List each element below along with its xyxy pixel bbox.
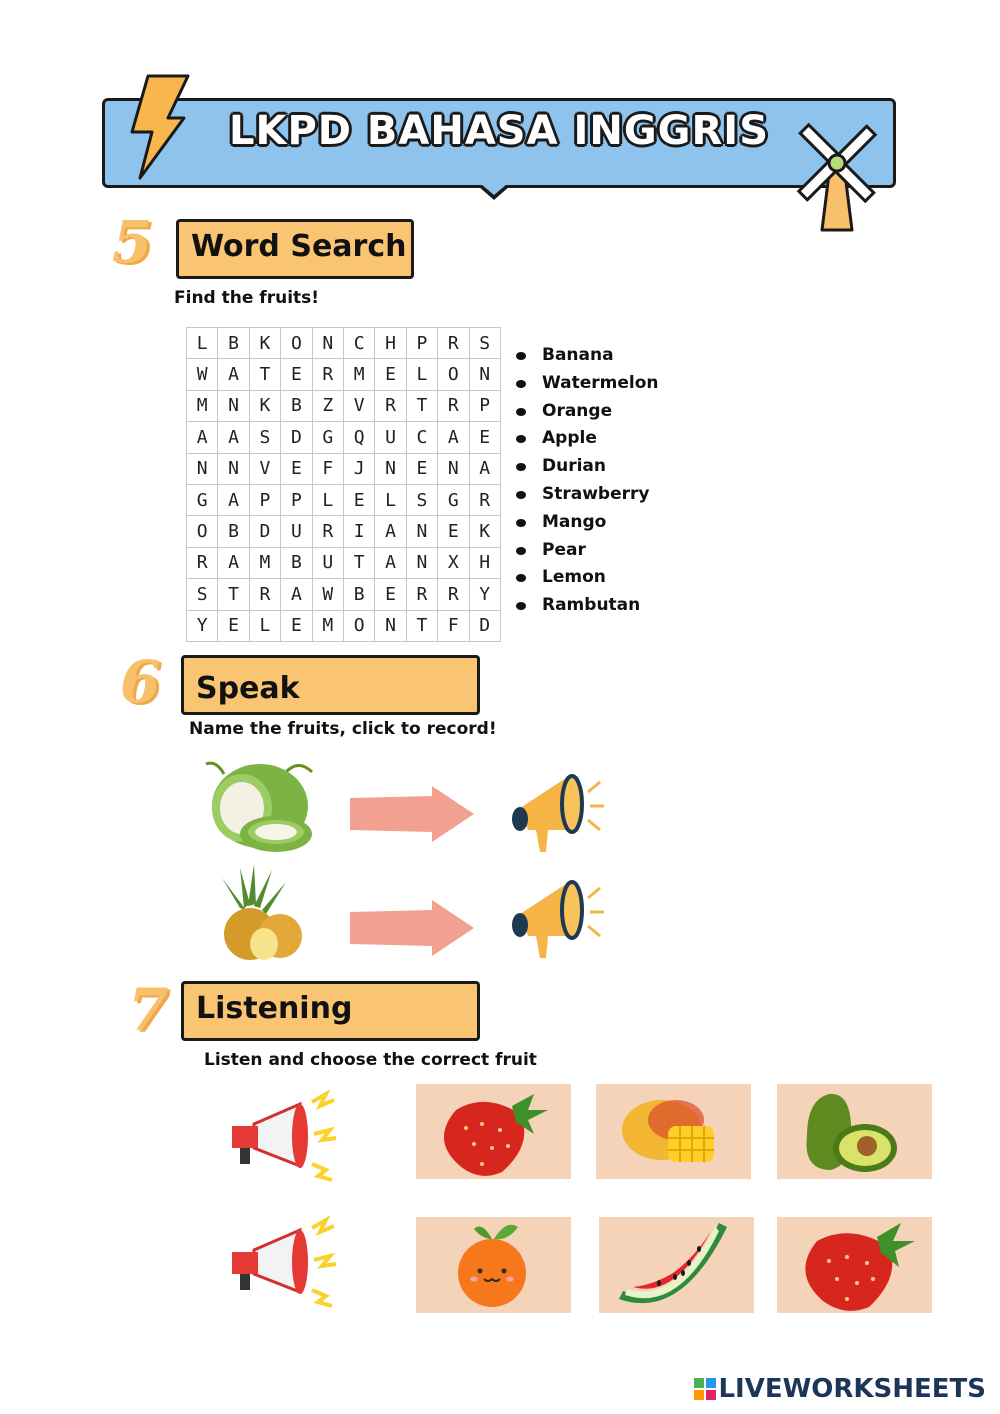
option-strawberry[interactable] <box>416 1084 571 1179</box>
megaphone-icon[interactable] <box>506 766 606 860</box>
grid-cell[interactable]: A <box>218 547 249 578</box>
grid-row <box>187 484 501 515</box>
strawberry-image <box>777 1217 932 1313</box>
grid-cell[interactable]: W <box>312 579 343 610</box>
fruit-word-item: Durian <box>516 453 659 481</box>
grid-cell[interactable]: T <box>218 579 249 610</box>
grid-cell[interactable]: D <box>281 422 312 453</box>
grid-cell[interactable]: B <box>343 579 374 610</box>
grid-cell[interactable]: N <box>187 453 218 484</box>
grid-cell[interactable]: D <box>469 610 500 641</box>
grid-cell[interactable]: R <box>312 516 343 547</box>
grid-cell[interactable]: A <box>218 359 249 390</box>
fruit-word-item: Rambutan <box>516 592 659 620</box>
grid-cell[interactable]: A <box>375 547 406 578</box>
grid-cell[interactable]: A <box>187 422 218 453</box>
grid-cell[interactable]: Y <box>187 610 218 641</box>
grid-cell[interactable]: A <box>218 422 249 453</box>
megaphone-icon[interactable] <box>226 1090 338 1182</box>
grid-row <box>187 453 501 484</box>
grid-cell[interactable]: C <box>343 328 374 359</box>
brand-name: LIVEWORKSHEETS <box>718 1374 986 1404</box>
grid-cell[interactable]: H <box>375 328 406 359</box>
grid-cell[interactable]: T <box>406 610 437 641</box>
grid-cell[interactable]: Y <box>469 579 500 610</box>
grid-cell[interactable]: L <box>375 484 406 515</box>
grid-cell[interactable]: A <box>375 516 406 547</box>
lightning-icon <box>126 74 192 180</box>
grid-row <box>187 516 501 547</box>
grid-cell[interactable]: U <box>375 422 406 453</box>
grid-row <box>187 359 501 390</box>
option-mango[interactable] <box>596 1084 751 1179</box>
watermelon-image <box>599 1217 754 1313</box>
grid-cell[interactable]: B <box>281 390 312 421</box>
option-watermelon[interactable] <box>599 1217 754 1313</box>
grid-cell[interactable]: N <box>218 390 249 421</box>
grid-cell[interactable]: R <box>438 328 469 359</box>
grid-cell[interactable]: L <box>406 359 437 390</box>
grid-cell[interactable]: Q <box>343 422 374 453</box>
section-title: Word Search <box>191 229 407 264</box>
grid-cell[interactable]: A <box>281 579 312 610</box>
fruit-word-item: Mango <box>516 509 659 537</box>
grid-cell[interactable]: P <box>406 328 437 359</box>
grid-row <box>187 328 501 359</box>
fruit-word-item: Pear <box>516 537 659 565</box>
grid-cell[interactable]: E <box>281 453 312 484</box>
grid-cell[interactable]: W <box>187 359 218 390</box>
coconut-image <box>202 752 320 856</box>
grid-cell[interactable]: R <box>469 484 500 515</box>
fruit-word-item: Apple <box>516 425 659 453</box>
orange-image <box>416 1217 571 1313</box>
grid-cell[interactable]: G <box>438 484 469 515</box>
grid-cell[interactable]: F <box>438 610 469 641</box>
grid-cell[interactable]: P <box>281 484 312 515</box>
section-number-6: 6 <box>120 648 161 716</box>
arrow-right-icon <box>346 900 478 958</box>
grid-cell[interactable]: E <box>281 359 312 390</box>
page-title: LKPD BAHASA INGGRIS <box>228 108 769 154</box>
arrow-right-icon <box>346 786 478 844</box>
banner-pointer-fill <box>481 184 507 195</box>
grid-cell[interactable]: D <box>249 516 280 547</box>
option-orange[interactable] <box>416 1217 571 1313</box>
grid-cell[interactable]: B <box>218 516 249 547</box>
grid-cell[interactable]: H <box>469 547 500 578</box>
grid-cell[interactable]: C <box>406 422 437 453</box>
grid-row <box>187 579 501 610</box>
option-avocado[interactable] <box>777 1084 932 1179</box>
grid-cell[interactable]: G <box>187 484 218 515</box>
grid-cell[interactable]: G <box>312 422 343 453</box>
grid-cell[interactable]: A <box>469 453 500 484</box>
grid-cell[interactable]: N <box>406 516 437 547</box>
grid-cell[interactable]: N <box>469 359 500 390</box>
grid-cell[interactable]: R <box>187 547 218 578</box>
grid-cell[interactable]: T <box>406 390 437 421</box>
grid-cell[interactable]: E <box>218 610 249 641</box>
grid-cell[interactable]: R <box>438 390 469 421</box>
grid-cell[interactable]: N <box>312 328 343 359</box>
section-header-speak <box>181 655 480 715</box>
grid-cell[interactable]: E <box>375 579 406 610</box>
word-search-instruction: Find the fruits! <box>174 288 320 308</box>
section-header-word-search <box>176 219 414 279</box>
grid-cell[interactable]: N <box>438 453 469 484</box>
fruit-word-item: Orange <box>516 398 659 426</box>
grid-cell[interactable]: E <box>375 359 406 390</box>
grid-cell[interactable]: A <box>218 484 249 515</box>
grid-cell[interactable]: M <box>343 359 374 390</box>
fruit-word-item: Watermelon <box>516 370 659 398</box>
grid-cell[interactable]: R <box>438 579 469 610</box>
grid-cell[interactable]: O <box>187 516 218 547</box>
grid-cell[interactable]: M <box>312 610 343 641</box>
grid-cell[interactable]: S <box>249 422 280 453</box>
section-number-5: 5 <box>112 208 153 276</box>
grid-cell[interactable]: N <box>375 453 406 484</box>
speak-instruction: Name the fruits, click to record! <box>189 719 497 739</box>
grid-cell[interactable]: Z <box>312 390 343 421</box>
grid-cell[interactable]: P <box>249 484 280 515</box>
grid-cell[interactable]: T <box>343 547 374 578</box>
grid-cell[interactable]: T <box>249 359 280 390</box>
grid-cell[interactable]: O <box>343 610 374 641</box>
grid-cell[interactable]: K <box>469 516 500 547</box>
section-title: Speak <box>196 671 300 706</box>
word-search-grid[interactable] <box>186 327 501 642</box>
fruit-word-item: Strawberry <box>516 481 659 509</box>
grid-cell[interactable]: N <box>218 453 249 484</box>
grid-cell[interactable]: I <box>343 516 374 547</box>
mango-image <box>596 1084 751 1179</box>
grid-cell[interactable]: O <box>438 359 469 390</box>
section-title: Listening <box>196 991 353 1026</box>
grid-cell[interactable]: M <box>249 547 280 578</box>
grid-cell[interactable]: U <box>312 547 343 578</box>
grid-cell[interactable]: R <box>249 579 280 610</box>
grid-cell[interactable]: B <box>218 328 249 359</box>
grid-cell[interactable]: E <box>469 422 500 453</box>
windmill-icon <box>792 118 882 234</box>
option-strawberry[interactable] <box>777 1217 932 1313</box>
grid-cell[interactable]: U <box>281 516 312 547</box>
fruit-word-item: Banana <box>516 342 659 370</box>
listening-instruction: Listen and choose the correct fruit <box>204 1050 537 1070</box>
grid-cell[interactable]: L <box>312 484 343 515</box>
avocado-image <box>777 1084 932 1179</box>
section-header-listening <box>181 981 480 1041</box>
grid-cell[interactable]: R <box>312 359 343 390</box>
pineapple-image <box>210 864 308 960</box>
grid-cell[interactable]: B <box>281 547 312 578</box>
grid-cell[interactable]: E <box>343 484 374 515</box>
grid-row <box>187 390 501 421</box>
grid-cell[interactable]: F <box>312 453 343 484</box>
grid-cell[interactable]: M <box>187 390 218 421</box>
fruit-word-item: Lemon <box>516 564 659 592</box>
grid-cell[interactable]: A <box>438 422 469 453</box>
megaphone-icon[interactable] <box>226 1216 338 1308</box>
grid-cell[interactable]: N <box>375 610 406 641</box>
grid-cell[interactable]: K <box>249 328 280 359</box>
section-number-7: 7 <box>128 976 169 1044</box>
grid-cell[interactable]: E <box>438 516 469 547</box>
liveworksheets-logo-icon <box>694 1378 716 1400</box>
grid-cell[interactable]: L <box>187 328 218 359</box>
grid-cell[interactable]: K <box>249 390 280 421</box>
grid-cell[interactable]: E <box>281 610 312 641</box>
strawberry-image <box>416 1084 571 1179</box>
grid-cell[interactable]: R <box>406 579 437 610</box>
grid-row <box>187 610 501 641</box>
grid-cell[interactable]: S <box>406 484 437 515</box>
grid-cell[interactable]: V <box>343 390 374 421</box>
fruit-word-list <box>516 342 659 620</box>
grid-cell[interactable]: N <box>406 547 437 578</box>
grid-cell[interactable]: X <box>438 547 469 578</box>
grid-cell[interactable]: J <box>343 453 374 484</box>
grid-cell[interactable]: S <box>469 328 500 359</box>
grid-cell[interactable]: E <box>406 453 437 484</box>
grid-cell[interactable]: O <box>281 328 312 359</box>
grid-cell[interactable]: L <box>249 610 280 641</box>
grid-row <box>187 422 501 453</box>
grid-cell[interactable]: V <box>249 453 280 484</box>
grid-cell[interactable]: R <box>375 390 406 421</box>
grid-cell[interactable]: S <box>187 579 218 610</box>
grid-cell[interactable]: P <box>469 390 500 421</box>
grid-row <box>187 547 501 578</box>
megaphone-icon[interactable] <box>506 872 606 966</box>
